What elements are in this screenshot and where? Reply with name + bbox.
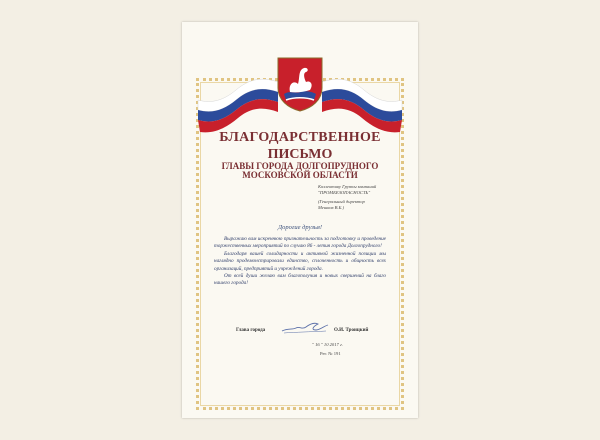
flag-ribbon-left-icon bbox=[190, 60, 280, 140]
coat-of-arms-swan-icon bbox=[276, 56, 324, 112]
paragraph-2: Благодаря вашей солидарности и активной жизненной позиции мы наглядно продемонстрировали единство, сплоченность и общность всех организаций, предприятий и учреждений города. bbox=[214, 250, 386, 272]
paragraph-3: От всей души желаю вам благополучия и новых свершений на благо нашего города! bbox=[214, 273, 386, 287]
registration-number: Рег. № 191 bbox=[320, 351, 341, 356]
flag-ribbon-right-icon bbox=[320, 60, 410, 140]
letter-body bbox=[214, 236, 386, 288]
paragraph-1: Выражаю вам искреннюю признательность за подготовку и проведение торжественных мероприятий по случаю 86 - летия города Долгопрудного! bbox=[214, 236, 386, 250]
recipient-line-3: (Генеральный директор bbox=[318, 199, 365, 204]
recipient-line-2: "ПРОМБЕЗОПАСНОСТЬ" bbox=[318, 190, 371, 195]
subtitle-line-2: МОСКОВСКОЙ ОБЛАСТИ bbox=[242, 170, 358, 180]
signature-name: О.И. Троицкий bbox=[334, 328, 369, 333]
subtitle-line-1: ГЛАВЫ ГОРОДА ДОЛГОПРУДНОГО bbox=[221, 161, 379, 171]
title-line-1: БЛАГОДАРСТВЕННОЕ bbox=[219, 130, 381, 145]
signature-label: Глава города bbox=[236, 328, 266, 333]
greeting: Дорогие друзья! bbox=[277, 224, 323, 231]
handwritten-signature-icon bbox=[280, 318, 330, 336]
title-line-2: ПИСЬМО bbox=[267, 147, 333, 162]
date-line: " 16 " 10 2017 г. bbox=[312, 342, 343, 347]
recipient-line-4: Мешков В.Б.) bbox=[318, 205, 345, 210]
recipient-line-1: Коллективу Группы компаний bbox=[318, 184, 377, 189]
